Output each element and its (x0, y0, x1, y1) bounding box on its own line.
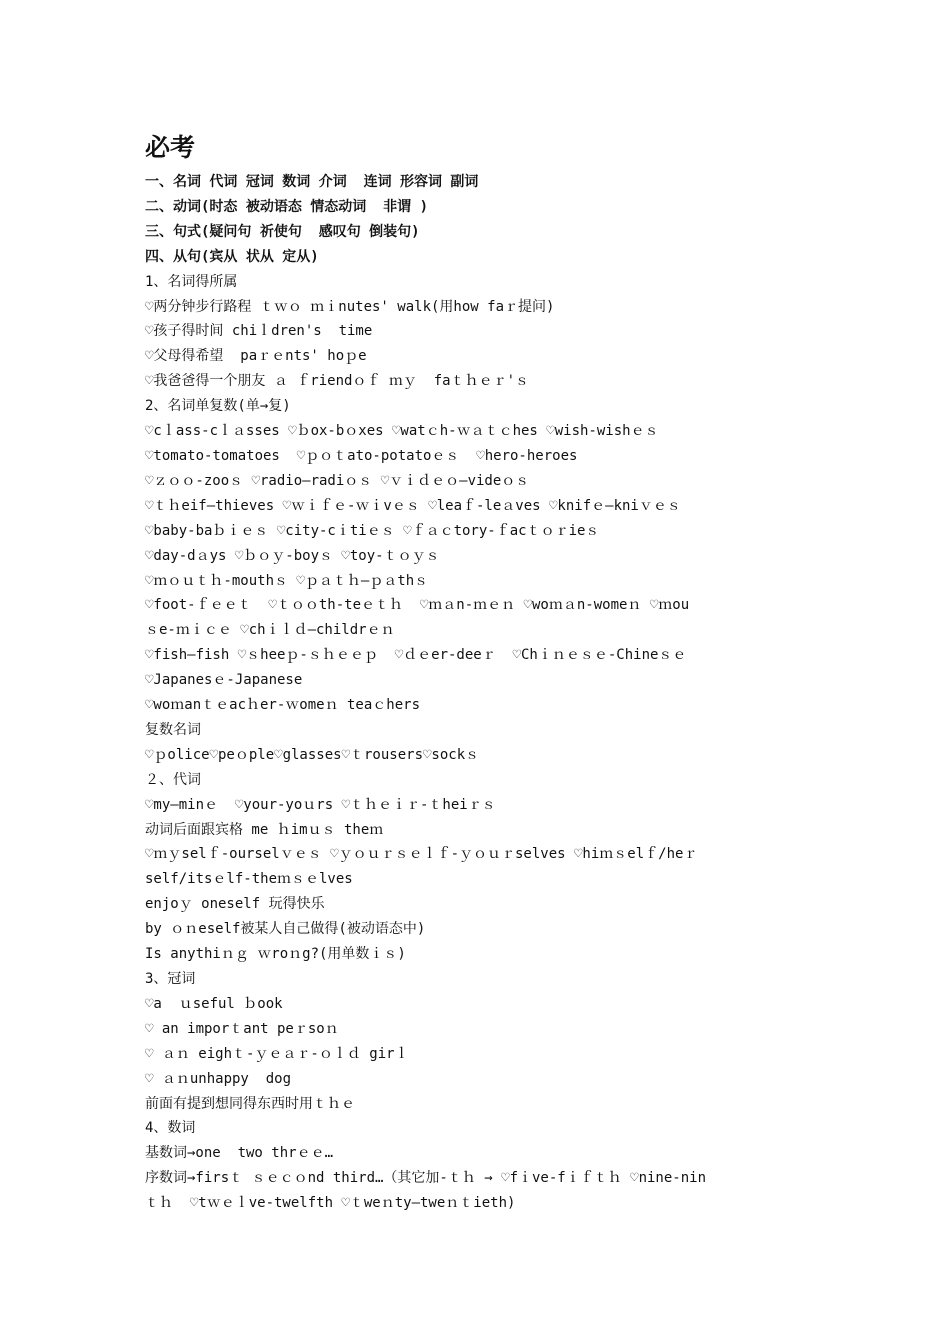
subsection-heading: 复数名词 (145, 721, 201, 738)
text-line: ♡ｍｙselｆ-ourselｖｅｓ ♡ｙｏｕｒｓｅｌｆ-ｙｏｕｒselves ♡hiｍｓelｆ/heｒ (145, 846, 698, 863)
text-line: ♡ｔｈeif—thieves ♡ｗｉｆｅ-ｗｉvｅｓ ♡leaｆ-leａves ♡knifｅ—kniｖｅｓ (145, 497, 681, 514)
text-line: ♡tomato-tomatoes ♡ｐｏｔato-potatoｅｓ ♡hero-heroes (145, 447, 578, 464)
text-line: ♡ an imporｔant peｒsoｎ (145, 1020, 339, 1037)
text-line: ♡孩子得时间 chiｌdren's time (145, 323, 373, 340)
subsection-heading: 4、数词 (145, 1120, 196, 1137)
text-line: ♡cｌass-cｌａsses ♡ｂox-bｏxes ♡watｃh-ｗａｔｃhes ♡wish-wishｅｓ (145, 423, 659, 440)
text-line: 前面有提到想同得东西时用ｔｈｅ (145, 1095, 355, 1112)
subsection-heading: 1、名词得所属 (145, 273, 238, 290)
text-line: ♡day-dａys ♡ｂｏｙ-boyｓ ♡toy-ｔｏｙｓ (145, 547, 440, 564)
document-page (145, 130, 810, 1216)
text-line: ｔｈ ♡tｗｅｌve-twelfth ♡ｔweｎty—tweｎｔieth) (145, 1195, 516, 1212)
text-line: ♡a ｕseful ｂook (145, 995, 283, 1012)
text-line: ♡ ａｎunhappy dog (145, 1070, 292, 1087)
text-line: 序数词→firsｔ ｓｅｃｏnd third…（其它加-ｔｈ → ♡fｉve-fｉｆｔｈ ♡nine-nin (145, 1170, 707, 1187)
subsection-heading: 2、名词单复数(单→复) (145, 398, 291, 415)
text-line: 动词后面跟宾格 me ｈimｕｓ theｍ (145, 821, 384, 838)
text-line: ♡父母得希望 paｒｅnts' hoｐe (145, 348, 367, 365)
section-heading: 二、动词(时态 被动语态 情态动词 非谓 ) (145, 198, 428, 215)
text-line: by ｏｎeself被某人自己做得(被动语态中) (145, 921, 426, 938)
text-line: ♡woｍanｔｅacｈer-ｗomeｎ teaｃhers (145, 697, 421, 714)
text-line: ♡两分钟步行路程 ｔｗｏ ｍｉnutes' walk(用how faｒ提问) (145, 298, 555, 315)
text-line: ♡baby-baｂｉｅｓ ♡city-cｉtiｅｓ ♡ｆａｃtory-ｆacｔｏｒieｓ (145, 522, 600, 539)
text-line: ♡我爸爸得一个朋友 ａ ｆriendｏｆ ｍｙ faｔｈｅｒ'ｓ (145, 373, 530, 390)
section-heading: 一、名词 代词 冠词 数词 介词 连词 形容词 副词 (145, 174, 479, 190)
text-line: ｓe-ｍｉｃｅ ♡chｉｌｄ—childrｅｎ (145, 622, 395, 639)
page-title: 必考 (145, 133, 196, 162)
text-line: 基数词→one two thrｅｅ… (145, 1145, 334, 1162)
text-line: ♡Japanesｅ-Japanese (145, 672, 303, 689)
section-heading: 三、句式(疑问句 祈使句 感叹句 倒装句) (145, 223, 420, 240)
text-line: ♡ｍｏｕｔｈ-mouthｓ ♡ｐａｔｈ—ｐａthｓ (145, 572, 429, 589)
text-line: ♡ ａｎ eighｔ-ｙｅａｒ-ｏｌｄ girｌ (145, 1045, 409, 1062)
text-line: Is anythiｎｇ ｗroｎg?(用单数ｉｓ) (145, 946, 406, 963)
text-line: ♡my—minｅ ♡your-yoｕrs ♡ｔｈｅｉｒ-ｔheiｒｓ (145, 796, 496, 813)
text-line: ♡foot-ｆｅｅｔ ♡ｔｏｏth-teｅｔｈ ♡ｍａn-ｍｅｎ ♡woｍａn-womeｎ ♡ｍou (145, 597, 690, 614)
text-line: self/itsｅlf-theｍｓｅlves (145, 871, 353, 888)
subsection-heading: ２、代词 (145, 771, 201, 788)
text-line: enjoｙ oneself 玩得快乐 (145, 896, 325, 913)
text-line: ♡ｚｏｏ-zooｓ ♡radio—radiｏｓ ♡ｖｉｄｅｏ—videｏｓ (145, 472, 530, 489)
subsection-heading: 3、冠词 (145, 971, 196, 987)
text-line: ♡ｐolice♡peｏple♡glasses♡ｔrousers♡sockｓ (145, 746, 480, 763)
text-line: ♡fish—fish ♡ｓheeｐ-ｓｈｅｅｐ ♡ｄｅer-deeｒ ♡Chｉｎｅｓｅ-Chineｓｅ (145, 647, 687, 664)
section-heading: 四、从句(宾从 状从 定从) (145, 248, 319, 265)
